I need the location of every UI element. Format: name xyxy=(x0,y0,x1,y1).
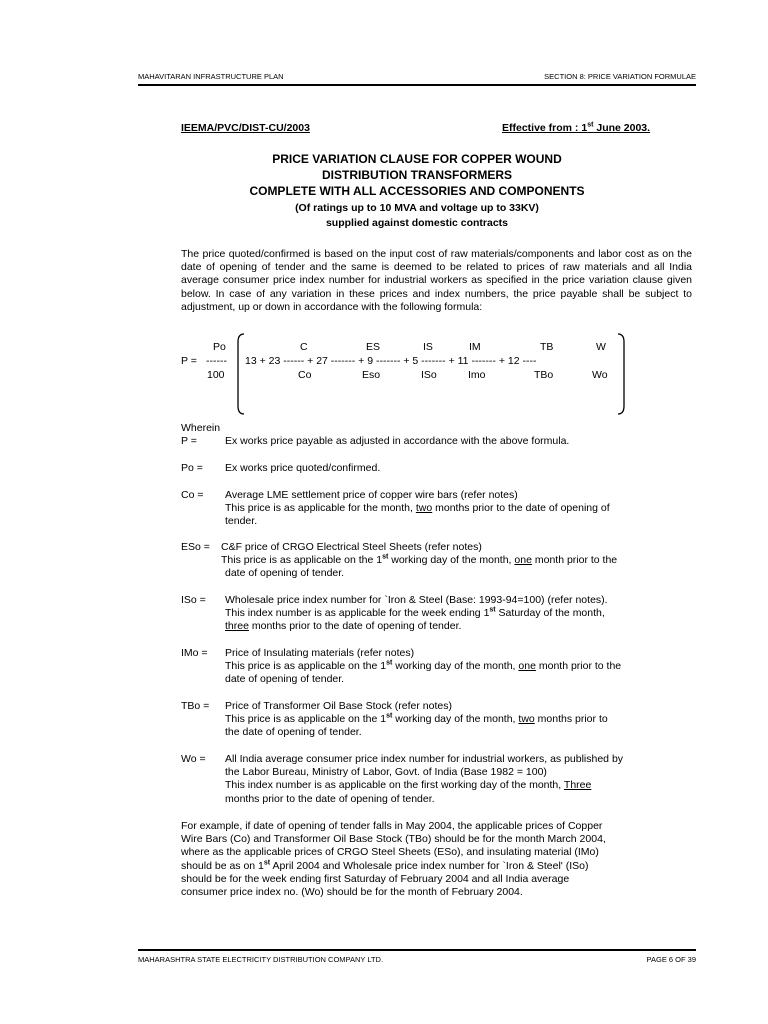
formula-bottom-100: 100 xyxy=(207,369,225,381)
footer-page-number: PAGE 6 OF 39 xyxy=(646,955,696,964)
formula-top-po: Po xyxy=(213,341,226,353)
title-line-4: (Of ratings up to 10 MVA and voltage up to 33KV) xyxy=(295,202,539,214)
formula-top-es: ES xyxy=(366,341,381,353)
intro-paragraph: The price quoted/confirmed is based on the input cost of raw materials/components and labor cost as on the date of opening of tender and the same is deemed to be related to prices of raw materials and all India average consumer price index number for industrial workers as specified in the price variation clause given below. In case of any variation in these prices and index numbers, the price payable shall be subject to adjustment, up or down in accordance with the following formula: xyxy=(181,248,692,313)
header-left: MAHAVITARAN INFRASTRUCTURE PLAN xyxy=(138,72,284,81)
reference-code: IEEMA/PVC/DIST-CU/2003 xyxy=(181,122,310,134)
example-paragraph: For example, if date of opening of tender falls in May 2004, the applicable prices of Copper Wire Bars (Co) and Transformer Oil Base Stock (TBo) should be for the month March 2004, where as the applicable prices of CRGO Steel Sheets (ESo), and insulating material (IMo) should be as on 1st April 2004 and Wholesale price index number for `Iron & Steel' (ISo) should be for the week ending first Saturday of February 2004 and all India average consumer price index no. (Wo) should be for the month of February 2004. xyxy=(181,820,606,899)
header-rule xyxy=(138,84,696,86)
footer-rule xyxy=(138,949,696,951)
formula-top-w: W xyxy=(596,341,606,353)
formula-bottom-wo: Wo xyxy=(592,369,608,381)
title-line-1: PRICE VARIATION CLAUSE FOR COPPER WOUND xyxy=(272,152,562,166)
formula-top-im: IM xyxy=(469,341,481,353)
formula-top-tb: TB xyxy=(540,341,554,353)
formula-bottom-eso: Eso xyxy=(362,369,381,381)
formula-bottom-co: Co xyxy=(298,369,312,381)
formula-lhs: P = xyxy=(181,355,197,367)
formula-bottom-tbo: TBo xyxy=(534,369,554,381)
title-line-3: COMPLETE WITH ALL ACCESSORIES AND COMPONENTS xyxy=(249,184,585,198)
formula-bottom-imo: Imo xyxy=(468,369,486,381)
header-right: SECTION 8: PRICE VARIATION FORMULAE xyxy=(544,72,696,81)
formula-terms: 13 + 23 ------ + 27 ------- + 9 ------- + 5 ------- + 11 ------- + 12 ---- xyxy=(245,355,537,367)
title-line-2: DISTRIBUTION TRANSFORMERS xyxy=(322,168,512,182)
formula-fraction-line: ------ xyxy=(206,355,227,367)
formula-top-is: IS xyxy=(423,341,433,353)
formula-brackets xyxy=(232,332,630,416)
footer-left: MAHARASHTRA STATE ELECTRICITY DISTRIBUTION COMPANY LTD. xyxy=(138,955,384,964)
wherein-label: Wherein xyxy=(181,422,221,434)
formula-top-c: C xyxy=(300,341,308,353)
formula-bottom-iso: ISo xyxy=(421,369,437,381)
effective-date: Effective from : 1st June 2003. xyxy=(502,121,651,134)
title-line-5: supplied against domestic contracts xyxy=(325,217,509,229)
